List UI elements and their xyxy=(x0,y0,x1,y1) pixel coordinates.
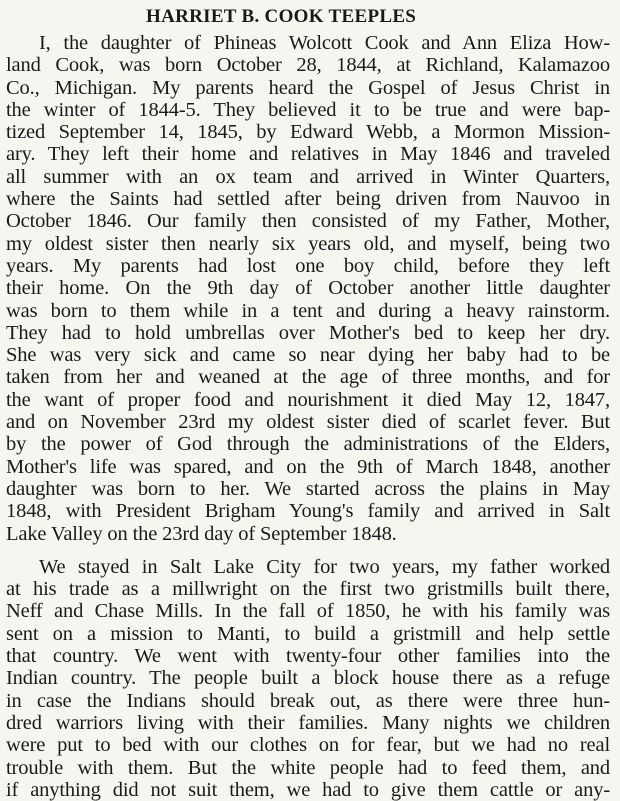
paragraph-1 xyxy=(6,32,610,545)
text-line: Indian country. The people built a block house there as a refuge xyxy=(6,667,610,690)
text-line: if anything did not suit them, we had to give them cattle or any- xyxy=(6,778,610,801)
text-line: that country. We went with twenty-four other families into the xyxy=(6,645,610,668)
text-line: all summer with an ox team and arrived in Winter Quarters, xyxy=(6,165,610,188)
text-line: ary. They left their home and relatives in May 1846 and traveled xyxy=(6,143,610,166)
text-line: trouble with them. But the white people had to feed them, and xyxy=(6,756,610,779)
text-line: their home. On the 9th day of October another little daughter xyxy=(6,277,610,300)
text-line: Co., Michigan. My parents heard the Gospel of Jesus Christ in xyxy=(6,76,610,99)
text-line: land Cook, was born October 28, 1844, at Richland, Kalamazoo xyxy=(6,54,610,77)
paragraph-2 xyxy=(6,556,610,801)
text-line: at his trade as a millwright on the first two gristmills built there, xyxy=(6,578,610,601)
text-line: Neff and Chase Mills. In the fall of 1850, he with his family was xyxy=(6,600,610,623)
text-line: We stayed in Salt Lake City for two years, my father worked xyxy=(39,555,610,578)
text-line: She was very sick and came so near dying her baby had to be xyxy=(6,344,610,367)
text-line: were put to bed with our clothes on for fear, but we had no real xyxy=(6,734,610,757)
text-line: and on November 23rd my oldest sister died of scarlet fever. But xyxy=(6,411,610,434)
text-line: October 1846. Our family then consisted of my Father, Mother, xyxy=(6,210,610,233)
text-line: years. My parents had lost one boy child, before they left xyxy=(6,254,610,277)
text-line: 1848, with President Brigham Young's family and arrived in Salt xyxy=(6,500,610,523)
page-title: HARRIET B. COOK TEEPLES xyxy=(146,6,417,27)
text-line: where the Saints had settled after being driven from Nauvoo in xyxy=(6,188,610,211)
text-line: Mother's life was spared, and on the 9th of March 1848, another xyxy=(6,455,610,478)
text-line: the want of proper food and nourishment it died May 12, 1847, xyxy=(6,388,610,411)
text-line: was born to them while in a tent and during a heavy rainstorm. xyxy=(6,299,610,322)
text-line: sent on a mission to Manti, to build a gristmill and help settle xyxy=(6,622,610,645)
text-line: taken from her and weaned at the age of three months, and for xyxy=(6,366,610,389)
text-line: the winter of 1844-5. They believed it to be true and were bap- xyxy=(6,98,610,121)
text-line: They had to hold umbrellas over Mother's bed to keep her dry. xyxy=(6,321,610,344)
text-line: in case the Indians should break out, as there were three hun- xyxy=(6,689,610,712)
text-line: I, the daughter of Phineas Wolcott Cook and Ann Eliza How- xyxy=(39,32,610,54)
text-line: my oldest sister then nearly six years old, and myself, being two xyxy=(6,232,610,255)
text-line: daughter was born to her. We started across the plains in May xyxy=(6,477,610,500)
text-line: by the power of God through the administrations of the Elders, xyxy=(6,433,610,456)
paragraph-gap xyxy=(6,545,610,556)
text-line: dred warriors living with their families. Many nights we children xyxy=(6,711,610,734)
text-line: Lake Valley on the 23rd day of September 1848. xyxy=(6,522,397,545)
text-line: tized September 14, 1845, by Edward Webb, a Mormon Mission- xyxy=(6,121,610,144)
